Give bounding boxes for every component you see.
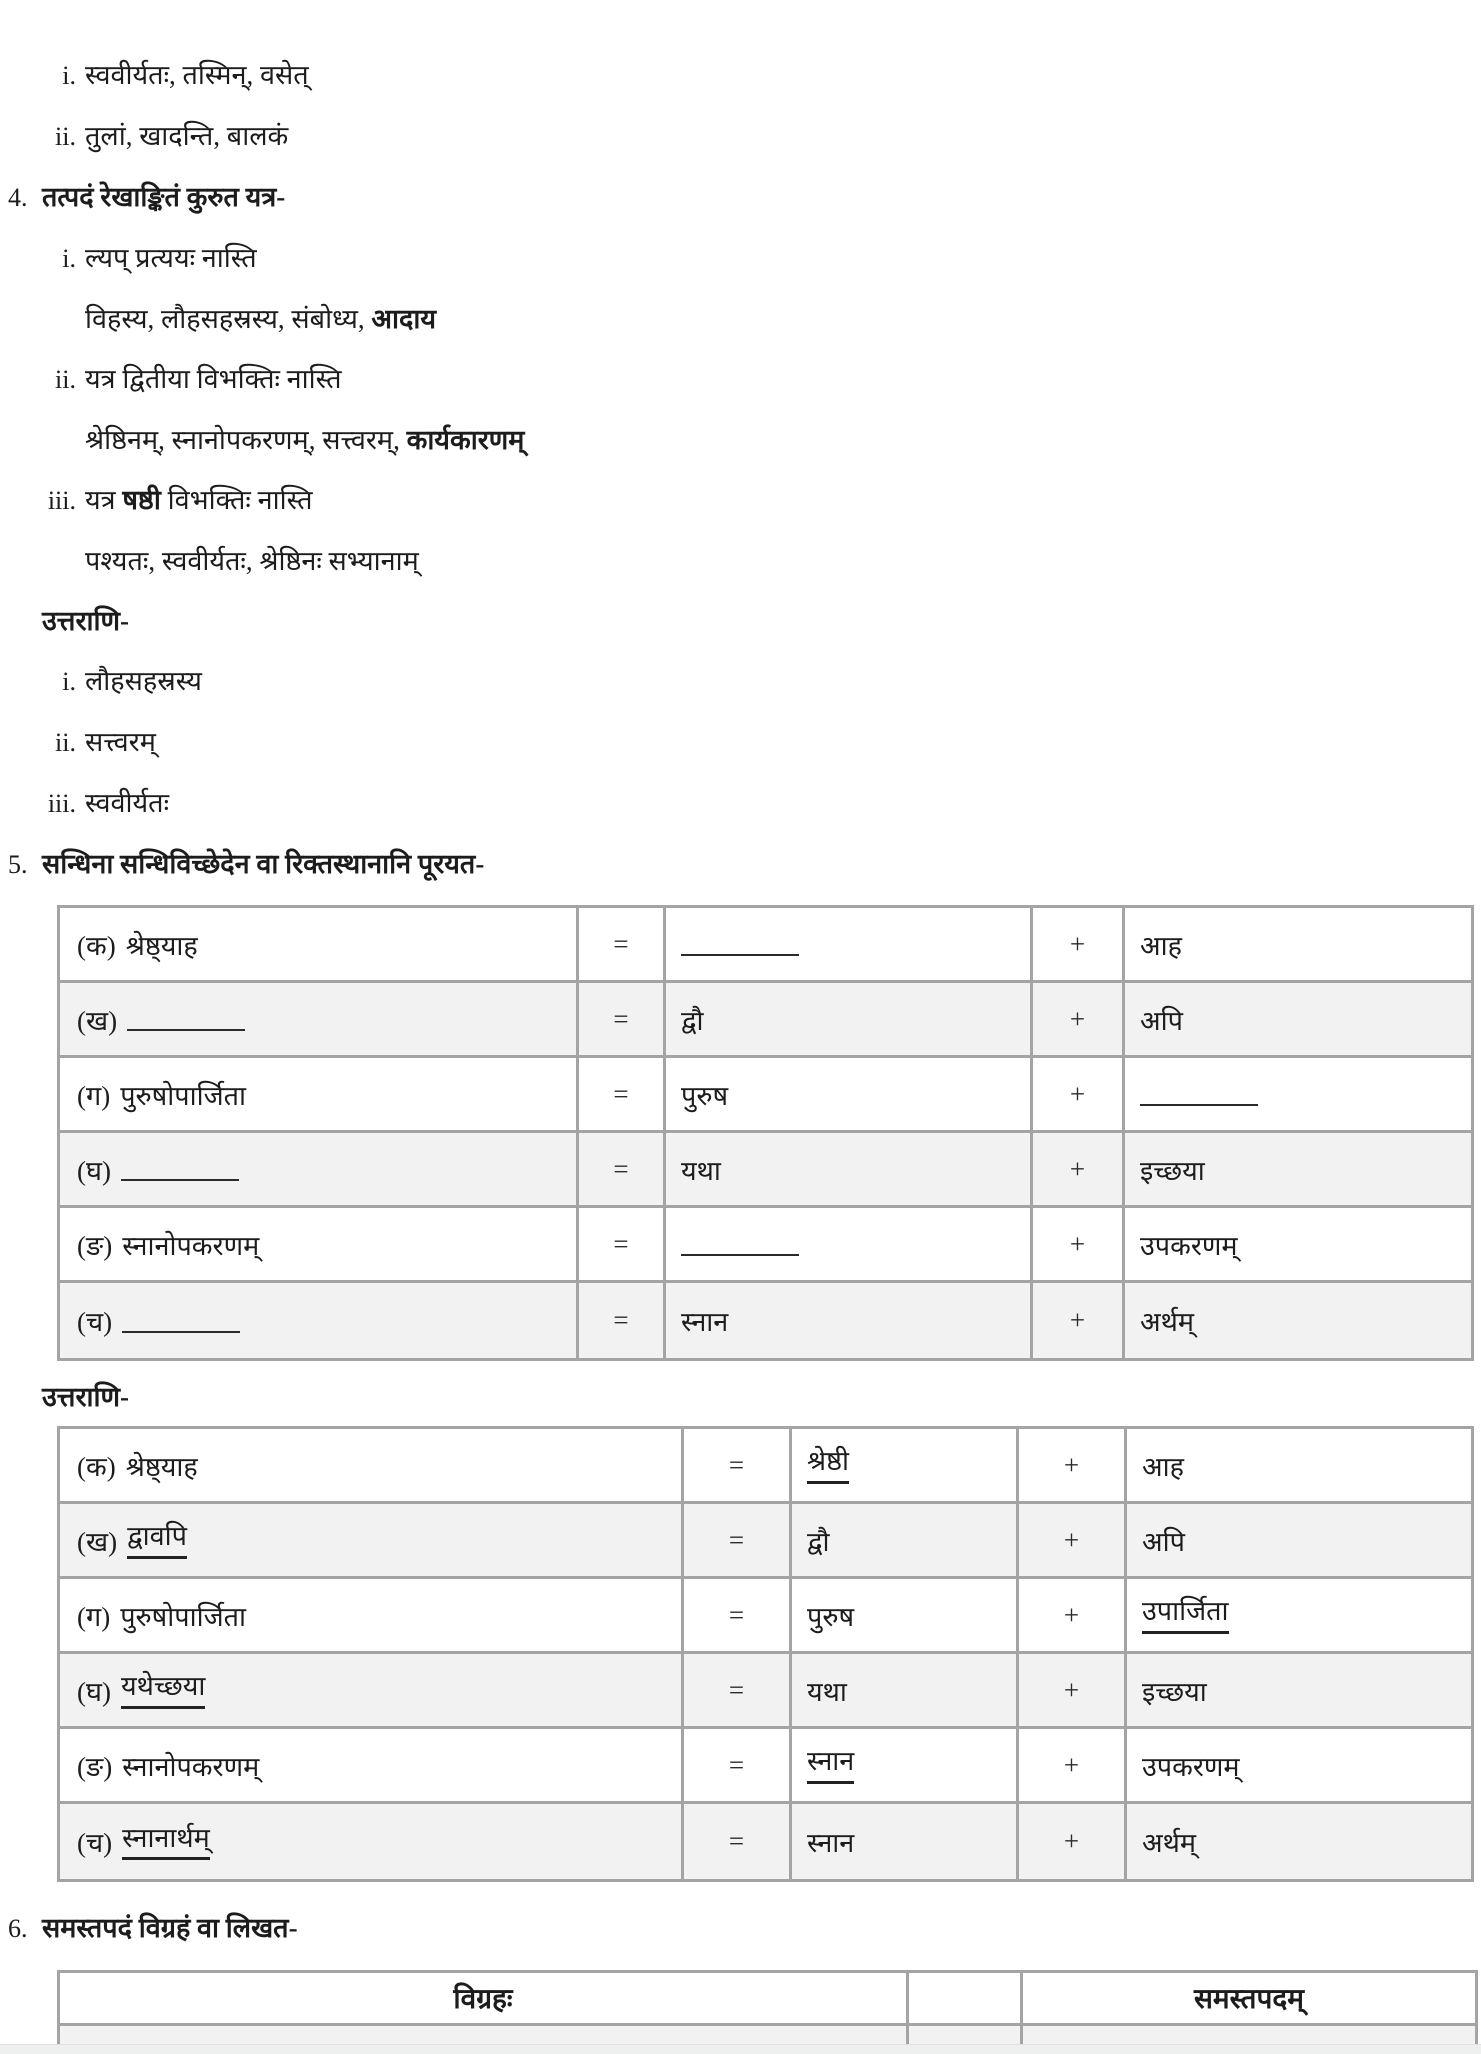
part2-word: अर्थम् — [1142, 1828, 1197, 1858]
table-row — [60, 1579, 1471, 1654]
label-prefix: (च) — [77, 1307, 113, 1337]
heading-post: विभक्तिः नास्ति — [160, 485, 313, 515]
part-heading-text — [76, 238, 257, 278]
plus-cell: + — [1033, 908, 1125, 983]
word-cell — [60, 1283, 579, 1358]
part2-cell — [1127, 1729, 1471, 1804]
part2-cell — [1125, 1208, 1471, 1283]
label-word: स्नानोपकरणम् — [122, 1751, 260, 1782]
word-cell — [60, 1804, 684, 1879]
intro-item — [0, 116, 1481, 157]
heading-bold: षष्ठी — [122, 485, 161, 515]
list-number: ii. — [55, 122, 76, 151]
part2-word: आह — [1142, 1451, 1184, 1482]
plus-cell: + — [1019, 1504, 1127, 1579]
part2-word: उपकरणम् — [1142, 1751, 1240, 1782]
part1-cell — [666, 1133, 1033, 1208]
label-word — [121, 1157, 239, 1181]
table-row — [60, 1504, 1471, 1579]
label-word: स्नानार्थम् — [122, 1823, 210, 1860]
equals-cell: = — [579, 908, 666, 983]
label-word: पुरुषोपार्जिता — [120, 1601, 247, 1632]
equals-cell: = — [684, 1654, 792, 1729]
q4-answer-item — [0, 661, 1481, 702]
options-text — [85, 541, 419, 581]
equals-cell: = — [684, 1729, 792, 1804]
part1-word: स्नान — [807, 1828, 855, 1858]
question-title: समस्तपदं विग्रहं वा लिखत- — [42, 1913, 298, 1943]
plus-cell: + — [1019, 1429, 1127, 1504]
word-cell — [60, 1729, 684, 1804]
answers-label-text: उत्तराणि- — [42, 1382, 129, 1412]
label-word: पुरुषोपार्जिता — [120, 1080, 247, 1111]
heading-pre: यत्र द्वितीया विभक्तिः नास्ति — [85, 364, 342, 394]
answer-text: लौहसहस्रस्य — [85, 666, 202, 696]
equals-cell: = — [579, 1208, 666, 1283]
part2-cell — [1127, 1579, 1471, 1654]
part1-word: पुरुष — [807, 1601, 855, 1632]
label-prefix: (घ) — [77, 1676, 111, 1707]
part2-word: अर्थम् — [1140, 1307, 1195, 1337]
list-number: ii. — [55, 728, 76, 757]
word-cell — [60, 1208, 579, 1283]
middle-header-cell — [909, 1973, 1023, 2026]
table-row — [60, 1654, 1471, 1729]
part1-cell — [792, 1504, 1019, 1579]
question-number: 6. — [8, 1914, 28, 1943]
part1-word — [681, 932, 799, 956]
equals-cell: = — [579, 983, 666, 1058]
part2-word: इच्छया — [1142, 1676, 1207, 1707]
part2-cell — [1127, 1654, 1471, 1729]
word-cell — [60, 1579, 684, 1654]
part1-word: द्वौ — [807, 1526, 830, 1557]
part1-cell — [666, 983, 1033, 1058]
options-pre: विहस्य, लौहसहस्रस्य, संबोध्य, — [85, 304, 372, 334]
samastapadam-header-cell: समस्तपदम् — [1023, 1973, 1475, 2026]
equals-cell: = — [579, 1058, 666, 1133]
equals-cell: = — [684, 1429, 792, 1504]
question-number: 4. — [8, 183, 28, 212]
q4-part-options — [0, 299, 1481, 339]
part2-cell — [1127, 1429, 1471, 1504]
part2-word: अपि — [1140, 1005, 1183, 1036]
answers-label-text: उत्तराणि- — [42, 606, 129, 636]
part1-cell — [792, 1804, 1019, 1879]
part1-word: यथा — [681, 1155, 721, 1186]
part2-word: उपार्जिता — [1142, 1596, 1229, 1633]
word-cell — [60, 1058, 579, 1133]
part2-word — [1140, 1082, 1258, 1106]
part2-cell — [1125, 983, 1471, 1058]
word-cell — [60, 1429, 684, 1504]
label-prefix: (ख) — [77, 1526, 118, 1557]
word-cell — [60, 1654, 684, 1729]
label-word: द्वावपि — [127, 1521, 187, 1558]
table-row — [60, 1133, 1471, 1208]
equals-cell: = — [579, 1133, 666, 1208]
label-word — [127, 1007, 245, 1031]
part1-word: यथा — [807, 1676, 847, 1707]
equals-cell: = — [684, 1804, 792, 1879]
word-cell — [60, 908, 579, 983]
question-number: 5. — [8, 850, 28, 879]
word-cell — [60, 983, 579, 1058]
word-cell — [60, 1133, 579, 1208]
intro-item — [0, 55, 1481, 96]
question-title: सन्धिना सन्धिविच्छेदेन वा रिक्तस्थानानि पूरयत- — [42, 849, 485, 879]
list-number: i. — [62, 244, 76, 273]
q4-part-heading — [0, 480, 1481, 521]
part2-word: अपि — [1142, 1526, 1185, 1557]
label-prefix: (क) — [77, 930, 116, 961]
equals-cell: = — [684, 1579, 792, 1654]
label-prefix: (क) — [77, 1451, 116, 1482]
page-bottom-strip — [0, 2044, 1481, 2054]
options-pre: पश्यतः, स्ववीर्यतः, श्रेष्ठिनः सभ्यानाम् — [85, 546, 419, 576]
question-title: तत्पदं रेखाङ्कितं कुरुत यत्र- — [42, 182, 286, 212]
q4-part-options — [0, 420, 1481, 460]
part2-cell — [1125, 1058, 1471, 1133]
plus-cell: + — [1033, 1058, 1125, 1133]
label-prefix: (ख) — [77, 1005, 118, 1036]
plus-cell: + — [1033, 1208, 1125, 1283]
list-text: तुलां, खादन्ति, बालकं — [85, 121, 289, 151]
part1-cell — [666, 1208, 1033, 1283]
part1-cell — [792, 1729, 1019, 1804]
part1-cell — [792, 1654, 1019, 1729]
part1-word — [681, 1232, 799, 1256]
part2-cell — [1127, 1804, 1471, 1879]
q4-part-heading — [0, 359, 1481, 400]
table-row — [60, 983, 1471, 1058]
label-word: स्नानोपकरणम् — [122, 1230, 260, 1261]
part1-cell — [666, 908, 1033, 983]
q5-answers-label — [0, 1377, 1481, 1417]
samastapada-table-wrap — [0, 1970, 1481, 2045]
empty-cell — [60, 2026, 909, 2045]
part1-word: द्वौ — [681, 1005, 704, 1036]
list-number: iii. — [47, 486, 76, 515]
table-row — [60, 1208, 1471, 1283]
part1-word: स्नान — [807, 1746, 854, 1783]
list-number: ii. — [55, 365, 76, 394]
question-6-title-line — [0, 1908, 1481, 1949]
part1-cell — [792, 1429, 1019, 1504]
vigraha-header-cell: विग्रहः — [60, 1973, 909, 2026]
label-prefix: (च) — [77, 1828, 113, 1858]
part2-word: उपकरणम् — [1140, 1230, 1238, 1261]
part1-cell — [666, 1283, 1033, 1358]
options-text — [85, 299, 436, 339]
table-row — [60, 908, 1471, 983]
table-row — [60, 1429, 1471, 1504]
label-prefix: (ग) — [77, 1601, 111, 1632]
part1-word: पुरुष — [681, 1080, 729, 1111]
sandhi-question-table — [57, 905, 1474, 1361]
empty-cell — [1023, 2026, 1475, 2045]
part2-word: आह — [1140, 930, 1182, 961]
q4-answer-item — [0, 783, 1481, 824]
plus-cell: + — [1019, 1804, 1127, 1879]
list-number: i. — [62, 61, 76, 90]
part1-cell — [666, 1058, 1033, 1133]
question-5-title-line — [0, 844, 1481, 885]
q4-answers-label — [0, 601, 1481, 641]
label-prefix: (ङ) — [77, 1230, 113, 1261]
plus-cell: + — [1019, 1579, 1127, 1654]
q4-answer-item — [0, 722, 1481, 763]
question-4-title-line — [0, 177, 1481, 218]
label-prefix: (घ) — [77, 1155, 111, 1186]
equals-cell: = — [579, 1283, 666, 1358]
label-word: श्रेष्ठ्याह — [125, 1451, 198, 1482]
table-row — [60, 1729, 1471, 1804]
sandhi-answer-table — [57, 1426, 1474, 1882]
label-word — [122, 1309, 240, 1333]
plus-cell: + — [1033, 1133, 1125, 1208]
label-word: यथेच्छया — [121, 1671, 205, 1708]
part2-cell — [1125, 1133, 1471, 1208]
answer-text: सत्त्वरम् — [85, 727, 156, 757]
list-number: i. — [62, 667, 76, 696]
part1-cell — [792, 1579, 1019, 1654]
samastapada-table — [57, 1970, 1478, 2045]
label-word: श्रेष्ठ्याह — [125, 930, 198, 961]
part-heading-text — [76, 480, 313, 520]
q4-part-options — [0, 541, 1481, 581]
part2-cell — [1127, 1504, 1471, 1579]
table-header-row — [60, 1973, 1475, 2026]
label-prefix: (ङ) — [77, 1751, 113, 1782]
plus-cell: + — [1019, 1729, 1127, 1804]
table-partial-row — [60, 2026, 1475, 2045]
empty-cell — [909, 2026, 1023, 2045]
options-text — [85, 420, 524, 460]
part2-cell — [1125, 908, 1471, 983]
plus-cell: + — [1033, 1283, 1125, 1358]
label-prefix: (ग) — [77, 1080, 111, 1111]
answer-text: स्ववीर्यतः — [85, 788, 170, 818]
table-row — [60, 1058, 1471, 1133]
part2-cell — [1125, 1283, 1471, 1358]
heading-pre: यत्र — [85, 485, 123, 515]
table-row — [60, 1804, 1471, 1879]
list-text: स्ववीर्यतः, तस्मिन्, वसेत् — [85, 60, 309, 90]
part1-word: श्रेष्ठी — [807, 1446, 849, 1483]
equals-cell: = — [684, 1504, 792, 1579]
options-pre: श्रेष्ठिनम्, स्नानोपकरणम्, सत्त्वरम्, — [85, 425, 407, 455]
plus-cell: + — [1033, 983, 1125, 1058]
options-bold: आदाय — [371, 304, 436, 334]
word-cell — [60, 1504, 684, 1579]
q4-part-heading — [0, 238, 1481, 279]
list-number: iii. — [47, 789, 76, 818]
plus-cell: + — [1019, 1654, 1127, 1729]
part-heading-text — [76, 359, 342, 399]
part1-word: स्नान — [681, 1307, 729, 1337]
options-bold: कार्यकारणम् — [406, 425, 525, 455]
heading-pre: ल्यप् प्रत्ययः नास्ति — [85, 243, 257, 273]
part2-word: इच्छया — [1140, 1155, 1205, 1186]
table-row — [60, 1283, 1471, 1358]
